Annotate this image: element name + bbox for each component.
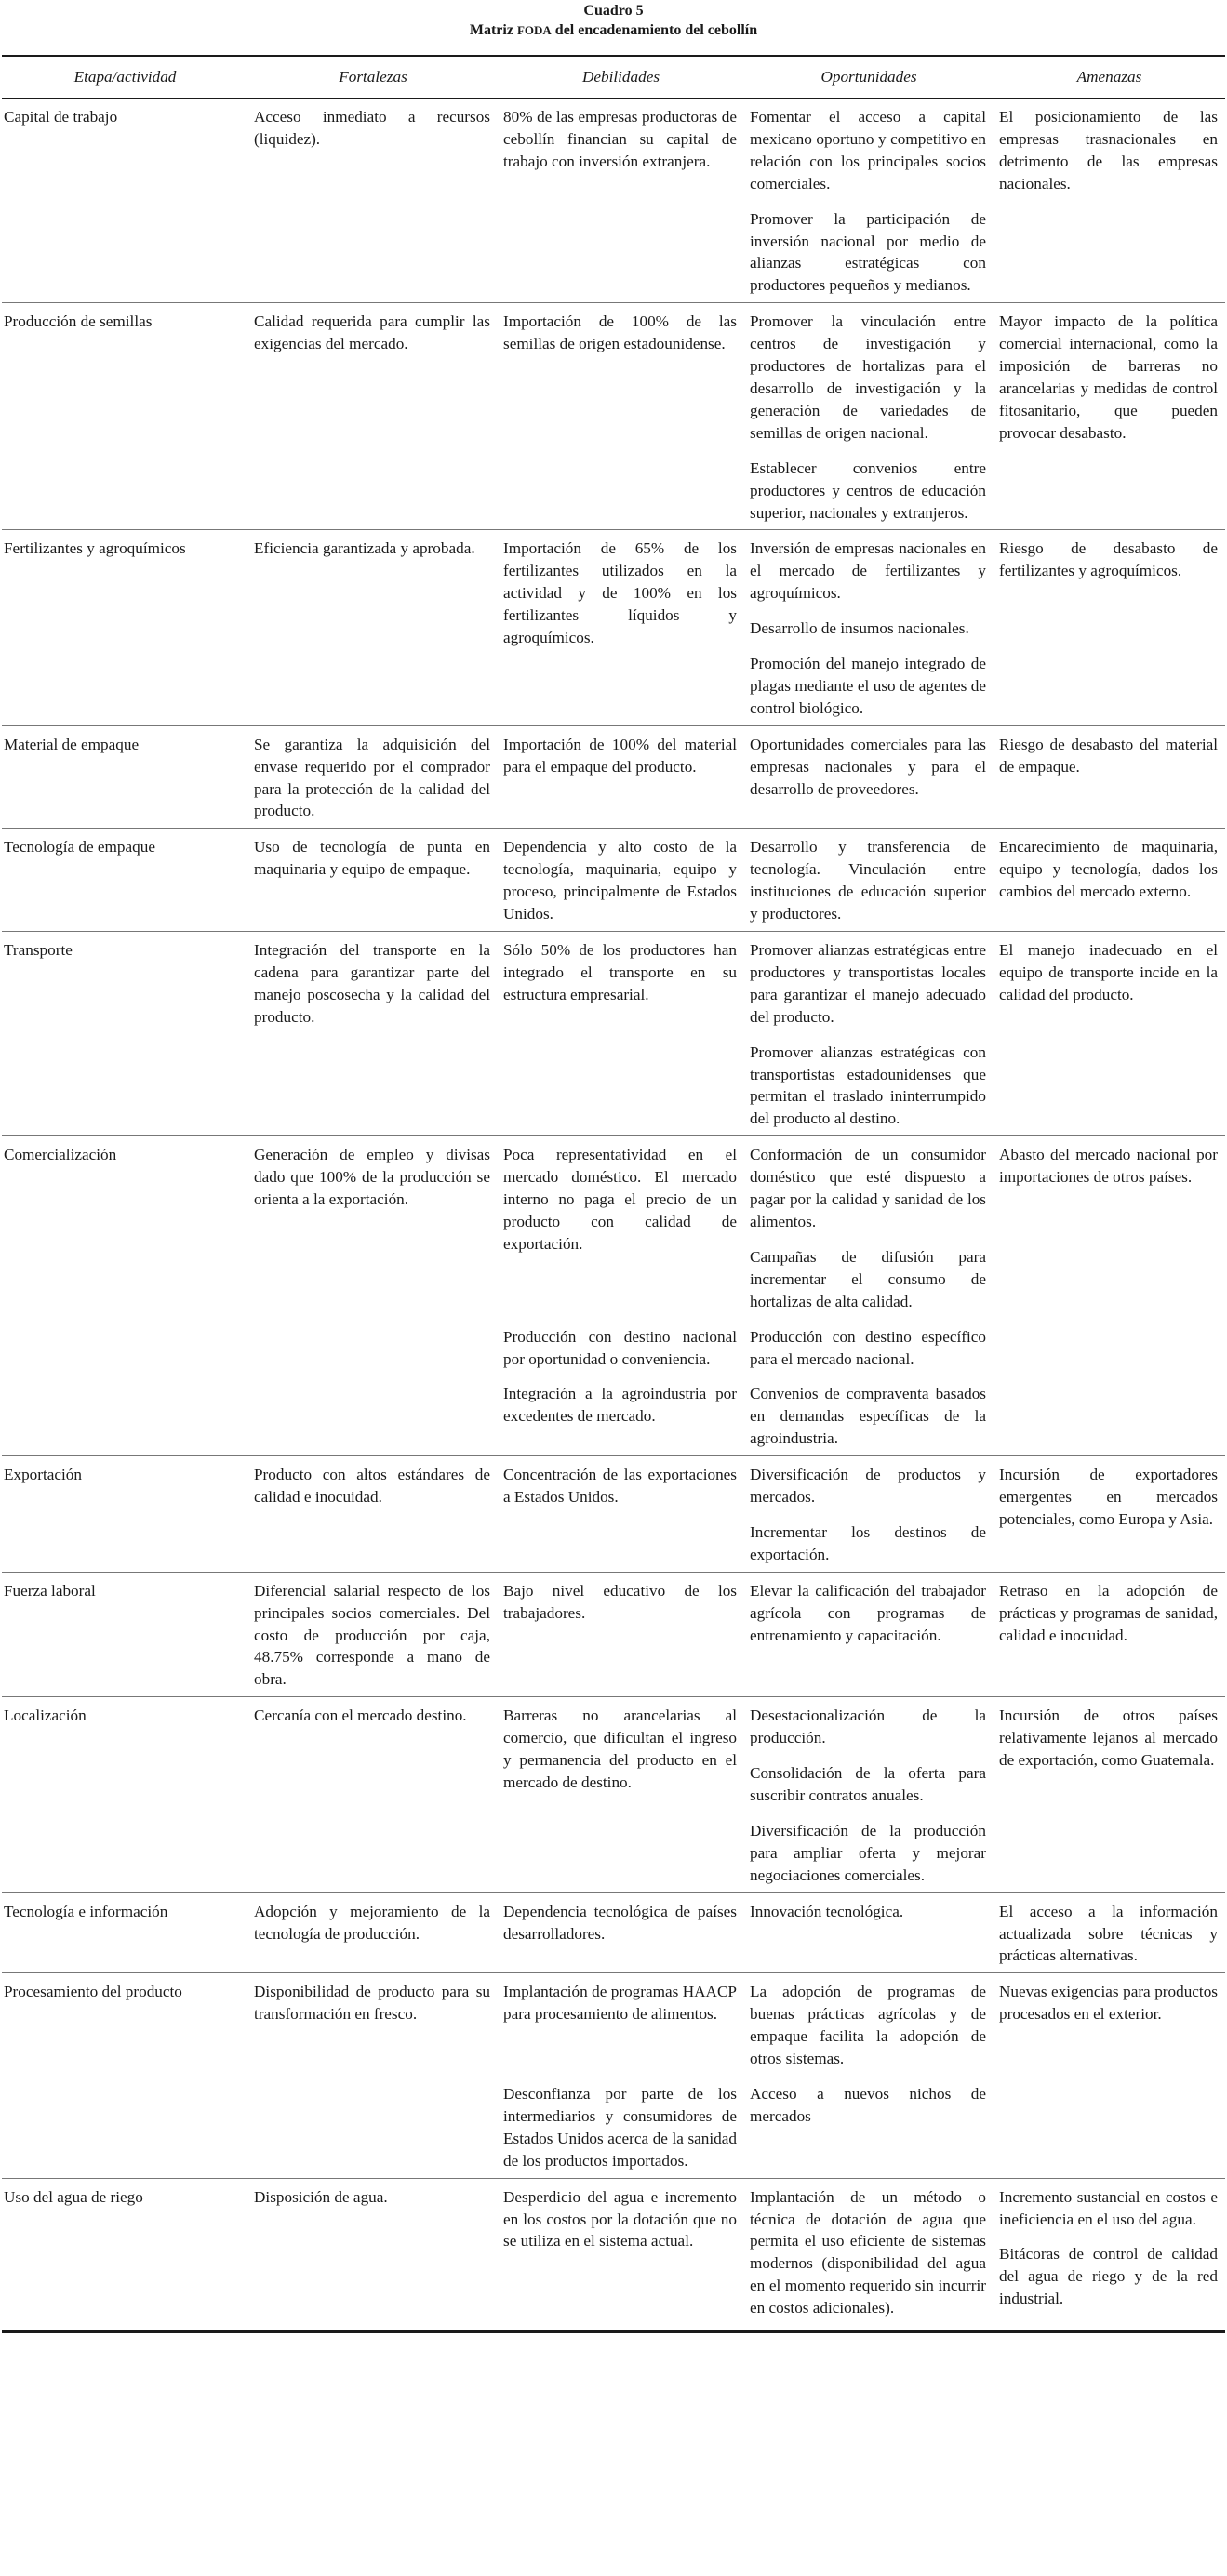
strengths-cell xyxy=(248,1136,498,1319)
caption-title xyxy=(2,20,1225,40)
cell-paragraph: Promover alianzas estratégicas con transportistas estadounidenses que permitan el traslado ininterrumpido del producto al destino. xyxy=(750,1042,986,1128)
strengths-cell xyxy=(248,2076,498,2178)
strengths-cell xyxy=(248,1892,498,1973)
threats-cell xyxy=(994,1892,1225,1973)
threats-cell xyxy=(994,932,1225,1136)
strengths-cell xyxy=(248,932,498,1136)
caption-suffix: del encadenamiento del cebollín xyxy=(554,22,758,38)
haccp-acronym: HAACP xyxy=(682,1983,737,2001)
opportunities-cell xyxy=(744,2178,994,2325)
cell-paragraph: Bajo nivel educativo de los trabajadores. xyxy=(503,1581,737,1622)
table-row xyxy=(2,1572,1225,1697)
weaknesses-cell xyxy=(498,1697,744,1892)
cell-paragraph: La adopción de programas de buenas prácticas agrícolas y de empaque facilita la adopción de otros sistemas. xyxy=(750,1983,986,2068)
strengths-cell xyxy=(248,1375,498,1455)
threats-cell xyxy=(994,829,1225,932)
strengths-cell xyxy=(248,829,498,932)
strengths-cell xyxy=(248,1973,498,2076)
cell-paragraph: Promover la vinculación entre centros de investigación y productores de hortalizas para el desarrollo de investigación y la generación de variedades de semillas de origen nacional. xyxy=(750,312,986,442)
cell-paragraph: Eficiencia garantizada y aprobada. xyxy=(254,539,475,558)
cell-paragraph: Importación de 65% de los fertilizantes utilizados en la actividad y de 100% en los fertilizantes líquidos y agroquímicos. xyxy=(503,539,737,647)
cell-paragraph: Sólo 50% de los productores han integrado el transporte en su estructura empresarial. xyxy=(503,941,737,1003)
opportunities-cell xyxy=(744,1973,994,2076)
opportunities-cell xyxy=(744,99,994,303)
opportunities-cell xyxy=(744,303,994,530)
weaknesses-cell xyxy=(498,1136,744,1319)
strengths-cell xyxy=(248,303,498,530)
cell-paragraph: 80% de las empresas productoras de cebollín financian su capital de trabajo con inversión extranjera. xyxy=(503,108,737,170)
table-row xyxy=(2,530,1225,725)
table-row xyxy=(2,303,1225,530)
cell-paragraph: Desperdicio del agua e incremento en los costos por la dotación que no se utiliza en el sistema actual. xyxy=(503,2187,737,2251)
cell-paragraph: Producción con destino nacional por oportunidad o conveniencia. xyxy=(503,1327,737,1368)
cell-paragraph: Desarrollo de insumos nacionales. xyxy=(750,619,969,638)
col-header-stage: Etapa/actividad xyxy=(2,56,248,99)
stage-cell: Fertilizantes y agroquímicos xyxy=(2,530,248,725)
cell-paragraph: Diferencial salarial respecto de los principales socios comerciales. Del costo de producción por caja, 48.75% corresponde a mano de obra. xyxy=(254,1581,490,1689)
strengths-cell xyxy=(248,1572,498,1697)
table-row xyxy=(2,2076,1225,2178)
col-header-strengths: Fortalezas xyxy=(248,56,498,99)
threats-cell xyxy=(994,1136,1225,1319)
cell-paragraph: Nuevas exigencias para productos procesados en el exterior. xyxy=(999,1983,1218,2024)
text-span: Implantación de programas xyxy=(503,1983,683,2001)
cell-paragraph: Consolidación de la oferta para suscribir contratos anuales. xyxy=(750,1764,986,1804)
threats-cell xyxy=(994,303,1225,530)
cell-paragraph: Diversificación de productos y mercados. xyxy=(750,1466,986,1507)
cell-paragraph: Convenios de compraventa basados en demandas específicas de la agroindustria. xyxy=(750,1385,986,1448)
strengths-cell xyxy=(248,99,498,303)
cell-paragraph: Desconfianza por parte de los intermediarios y consumidores de Estados Unidos acerca de la sanidad de los productos importados. xyxy=(503,2084,737,2170)
cell-paragraph: Incursión de exportadores emergentes en mercados potenciales, como Europa y Asia. xyxy=(999,1466,1218,1528)
weaknesses-cell xyxy=(498,1973,744,2076)
cell-paragraph: Riesgo de desabasto del material de empaque. xyxy=(999,735,1218,776)
stage-cell: Transporte xyxy=(2,932,248,1136)
cell-paragraph xyxy=(503,1981,737,2025)
text-span: para procesamiento de alimentos. xyxy=(503,2005,718,2024)
cell-paragraph: Uso de tecnología de punta en maquinaria y equipo de empaque. xyxy=(254,838,490,879)
bottom-rule xyxy=(2,2330,1225,2333)
cell-paragraph: Adopción y mejoramiento de la tecnología de producción. xyxy=(254,1902,490,1943)
caption-number: Cuadro 5 xyxy=(583,3,644,19)
cell-paragraph: Mayor impacto de la política comercial internacional, como la imposición de barreras no arancelarias y medidas de control fitosanitario, que pueden provocar desabasto. xyxy=(999,312,1218,442)
table-row xyxy=(2,725,1225,829)
threats-cell xyxy=(994,1973,1225,2076)
stage-cell: Tecnología de empaque xyxy=(2,829,248,932)
weaknesses-cell xyxy=(498,2178,744,2325)
cell-paragraph: Importación de 100% de las semillas de origen estadounidense. xyxy=(503,312,737,353)
cell-paragraph: Disposición de agua. xyxy=(254,2187,388,2206)
cell-paragraph: Encarecimiento de maquinaria, equipo y tecnología, dados los cambios del mercado externo. xyxy=(999,838,1218,901)
opportunities-cell xyxy=(744,1136,994,1319)
weaknesses-cell xyxy=(498,1456,744,1573)
cell-paragraph: Innovación tecnológica. xyxy=(750,1902,904,1920)
weaknesses-cell xyxy=(498,1572,744,1697)
cell-paragraph: Dependencia y alto costo de la tecnología, maquinaria, equipo y proceso, principalmente de Estados Unidos. xyxy=(503,838,737,923)
cell-paragraph: Desarrollo y transferencia de tecnología. Vinculación entre instituciones de educación superior y productores. xyxy=(750,838,986,923)
stage-cell xyxy=(2,1375,248,1455)
stage-cell: Fuerza laboral xyxy=(2,1572,248,1697)
strengths-cell xyxy=(248,1697,498,1892)
stage-cell: Capital de trabajo xyxy=(2,99,248,303)
opportunities-cell xyxy=(744,1892,994,1973)
stage-cell: Exportación xyxy=(2,1456,248,1573)
weaknesses-cell xyxy=(498,1892,744,1973)
strengths-cell xyxy=(248,1319,498,1376)
stage-cell: Localización xyxy=(2,1697,248,1892)
caption-prefix: Matriz xyxy=(469,22,513,38)
cell-paragraph: Incursión de otros países relativamente lejanos al mercado de exportación, como Guatemala. xyxy=(999,1706,1218,1770)
threats-cell xyxy=(994,99,1225,303)
stage-cell xyxy=(2,2076,248,2178)
cell-paragraph: Elevar la calificación del trabajador agrícola con programas de entrenamiento y capacitación. xyxy=(750,1581,986,1644)
opportunities-cell xyxy=(744,530,994,725)
weaknesses-cell xyxy=(498,1319,744,1376)
cell-paragraph: Acceso a nuevos nichos de mercados xyxy=(750,2084,986,2125)
stage-cell: Procesamiento del producto xyxy=(2,1973,248,2076)
threats-cell xyxy=(994,1375,1225,1455)
weaknesses-cell xyxy=(498,303,744,530)
stage-cell: Uso del agua de riego xyxy=(2,2178,248,2325)
cell-paragraph: Integración del transporte en la cadena para garantizar parte del manejo poscosecha y la calidad del producto. xyxy=(254,941,490,1026)
cell-paragraph: Retraso en la adopción de prácticas y programas de sanidad, calidad e inocuidad. xyxy=(999,1581,1218,1644)
cell-paragraph: Se garantiza la adquisición del envase requerido por el comprador para la protección de la calidad del producto. xyxy=(254,735,490,820)
strengths-cell xyxy=(248,1456,498,1573)
threats-cell xyxy=(994,2178,1225,2325)
threats-cell xyxy=(994,1697,1225,1892)
table-row xyxy=(2,1375,1225,1455)
cell-paragraph: El posicionamiento de las empresas trasnacionales en detrimento de las empresas nacionales. xyxy=(999,108,1218,193)
cell-paragraph: Desestacionalización de la producción. xyxy=(750,1706,986,1747)
col-header-opportunities: Oportunidades xyxy=(744,56,994,99)
cell-paragraph: Implantación de un método o técnica de dotación de agua que permita el uso eficiente de sistemas modernos (disponibilidad del agua en el momento requerido sin incurrir en costos adicionales). xyxy=(750,2187,986,2317)
cell-paragraph: El acceso a la información actualizada sobre técnicas y prácticas alternativas. xyxy=(999,1902,1218,1965)
table-row xyxy=(2,1456,1225,1573)
stage-cell xyxy=(2,1319,248,1376)
threats-cell xyxy=(994,1572,1225,1697)
cell-paragraph: Concentración de las exportaciones a Estados Unidos. xyxy=(503,1466,737,1507)
threats-cell xyxy=(994,530,1225,725)
strengths-cell xyxy=(248,2178,498,2325)
threats-cell xyxy=(994,1319,1225,1376)
cell-paragraph: Incremento sustancial en costos e ineficiencia en el uso del agua. xyxy=(999,2187,1218,2228)
cell-paragraph: Oportunidades comerciales para las empresas nacionales y para el desarrollo de proveedores. xyxy=(750,735,986,798)
cell-paragraph: Generación de empleo y divisas dado que 100% de la producción se orienta a la exportación. xyxy=(254,1146,490,1209)
table-caption xyxy=(2,0,1225,40)
weaknesses-cell xyxy=(498,725,744,829)
cell-paragraph: Disponibilidad de producto para su transformación en fresco. xyxy=(254,1983,490,2024)
opportunities-cell xyxy=(744,1456,994,1573)
cell-paragraph: Diversificación de la producción para ampliar oferta y mejorar negociaciones comerciales. xyxy=(750,1821,986,1884)
stage-cell: Tecnología e información xyxy=(2,1892,248,1973)
opportunities-cell xyxy=(744,2076,994,2178)
header-row xyxy=(2,56,1225,99)
cell-paragraph: Abasto del mercado nacional por importaciones de otros países. xyxy=(999,1146,1218,1187)
weaknesses-cell xyxy=(498,99,744,303)
table-row xyxy=(2,829,1225,932)
table-row xyxy=(2,1697,1225,1892)
table-row xyxy=(2,932,1225,1136)
table-row xyxy=(2,1319,1225,1376)
cell-paragraph: Integración a la agroindustria por excedentes de mercado. xyxy=(503,1385,737,1426)
cell-paragraph: Establecer convenios entre productores y centros de educación superior, nacionales y extranjeros. xyxy=(750,458,986,522)
opportunities-cell xyxy=(744,932,994,1136)
cell-paragraph: Inversión de empresas nacionales en el mercado de fertilizantes y agroquímicos. xyxy=(750,539,986,603)
table-row xyxy=(2,1892,1225,1973)
stage-cell: Comercialización xyxy=(2,1136,248,1319)
weaknesses-cell xyxy=(498,829,744,932)
cell-paragraph: Importación de 100% del material para el empaque del producto. xyxy=(503,735,737,776)
opportunities-cell xyxy=(744,1319,994,1376)
table-row xyxy=(2,99,1225,303)
cell-paragraph: Dependencia tecnológica de países desarrolladores. xyxy=(503,1902,737,1943)
cell-paragraph: Fomentar el acceso a capital mexicano oportuno y competitivo en relación con los principales socios comerciales. xyxy=(750,108,986,193)
opportunities-cell xyxy=(744,1375,994,1455)
cell-paragraph: Poca representatividad en el mercado doméstico. El mercado interno no paga el precio de un producto con calidad de exportación. xyxy=(503,1146,737,1253)
table-row xyxy=(2,2178,1225,2325)
threats-cell xyxy=(994,725,1225,829)
cell-paragraph: Calidad requerida para cumplir las exigencias del mercado. xyxy=(254,312,490,353)
cell-paragraph: Producción con destino específico para el mercado nacional. xyxy=(750,1327,986,1368)
cell-paragraph: Bitácoras de control de calidad del agua de riego y de la red industrial. xyxy=(999,2245,1218,2308)
opportunities-cell xyxy=(744,1572,994,1697)
table-row xyxy=(2,1136,1225,1319)
strengths-cell xyxy=(248,530,498,725)
table-row xyxy=(2,1973,1225,2076)
col-header-threats: Amenazas xyxy=(994,56,1225,99)
cell-paragraph: Promoción del manejo integrado de plagas mediante el uso de agentes de control biológico. xyxy=(750,655,986,717)
col-header-weaknesses: Debilidades xyxy=(498,56,744,99)
cell-paragraph: Producto con altos estándares de calidad e inocuidad. xyxy=(254,1466,490,1507)
cell-paragraph: Riesgo de desabasto de fertilizantes y agroquímicos. xyxy=(999,539,1218,580)
cell-paragraph: Promover alianzas estratégicas entre productores y transportistas locales para garantizar el manejo adecuado del producto. xyxy=(750,941,986,1026)
cell-paragraph: Acceso inmediato a recursos (liquidez). xyxy=(254,108,490,148)
stage-cell: Producción de semillas xyxy=(2,303,248,530)
opportunities-cell xyxy=(744,725,994,829)
cell-paragraph: Incrementar los destinos de exportación. xyxy=(750,1522,986,1563)
weaknesses-cell xyxy=(498,932,744,1136)
table-body xyxy=(2,99,1225,2326)
swot-matrix-table xyxy=(2,55,1225,2325)
cell-paragraph: Barreras no arancelarias al comercio, que dificultan el ingreso y permanencia del producto en el mercado de destino. xyxy=(503,1706,737,1791)
stage-cell: Material de empaque xyxy=(2,725,248,829)
weaknesses-cell xyxy=(498,1375,744,1455)
cell-paragraph: Cercanía con el mercado destino. xyxy=(254,1706,467,1725)
weaknesses-cell xyxy=(498,2076,744,2178)
threats-cell xyxy=(994,1456,1225,1573)
cell-paragraph: Promover la participación de inversión nacional por medio de alianzas estratégicas con productores pequeños y medianos. xyxy=(750,209,986,295)
strengths-cell xyxy=(248,725,498,829)
cell-paragraph: El manejo inadecuado en el equipo de transporte incide en la calidad del producto. xyxy=(999,941,1218,1003)
opportunities-cell xyxy=(744,1697,994,1892)
caption-acronym: FODA xyxy=(516,23,552,37)
cell-paragraph: Campañas de difusión para incrementar el consumo de hortalizas de alta calidad. xyxy=(750,1247,986,1310)
threats-cell xyxy=(994,2076,1225,2178)
cell-paragraph: Conformación de un consumidor doméstico que esté dispuesto a pagar por la calidad y sanidad de los alimentos. xyxy=(750,1146,986,1230)
opportunities-cell xyxy=(744,829,994,932)
weaknesses-cell xyxy=(498,530,744,725)
